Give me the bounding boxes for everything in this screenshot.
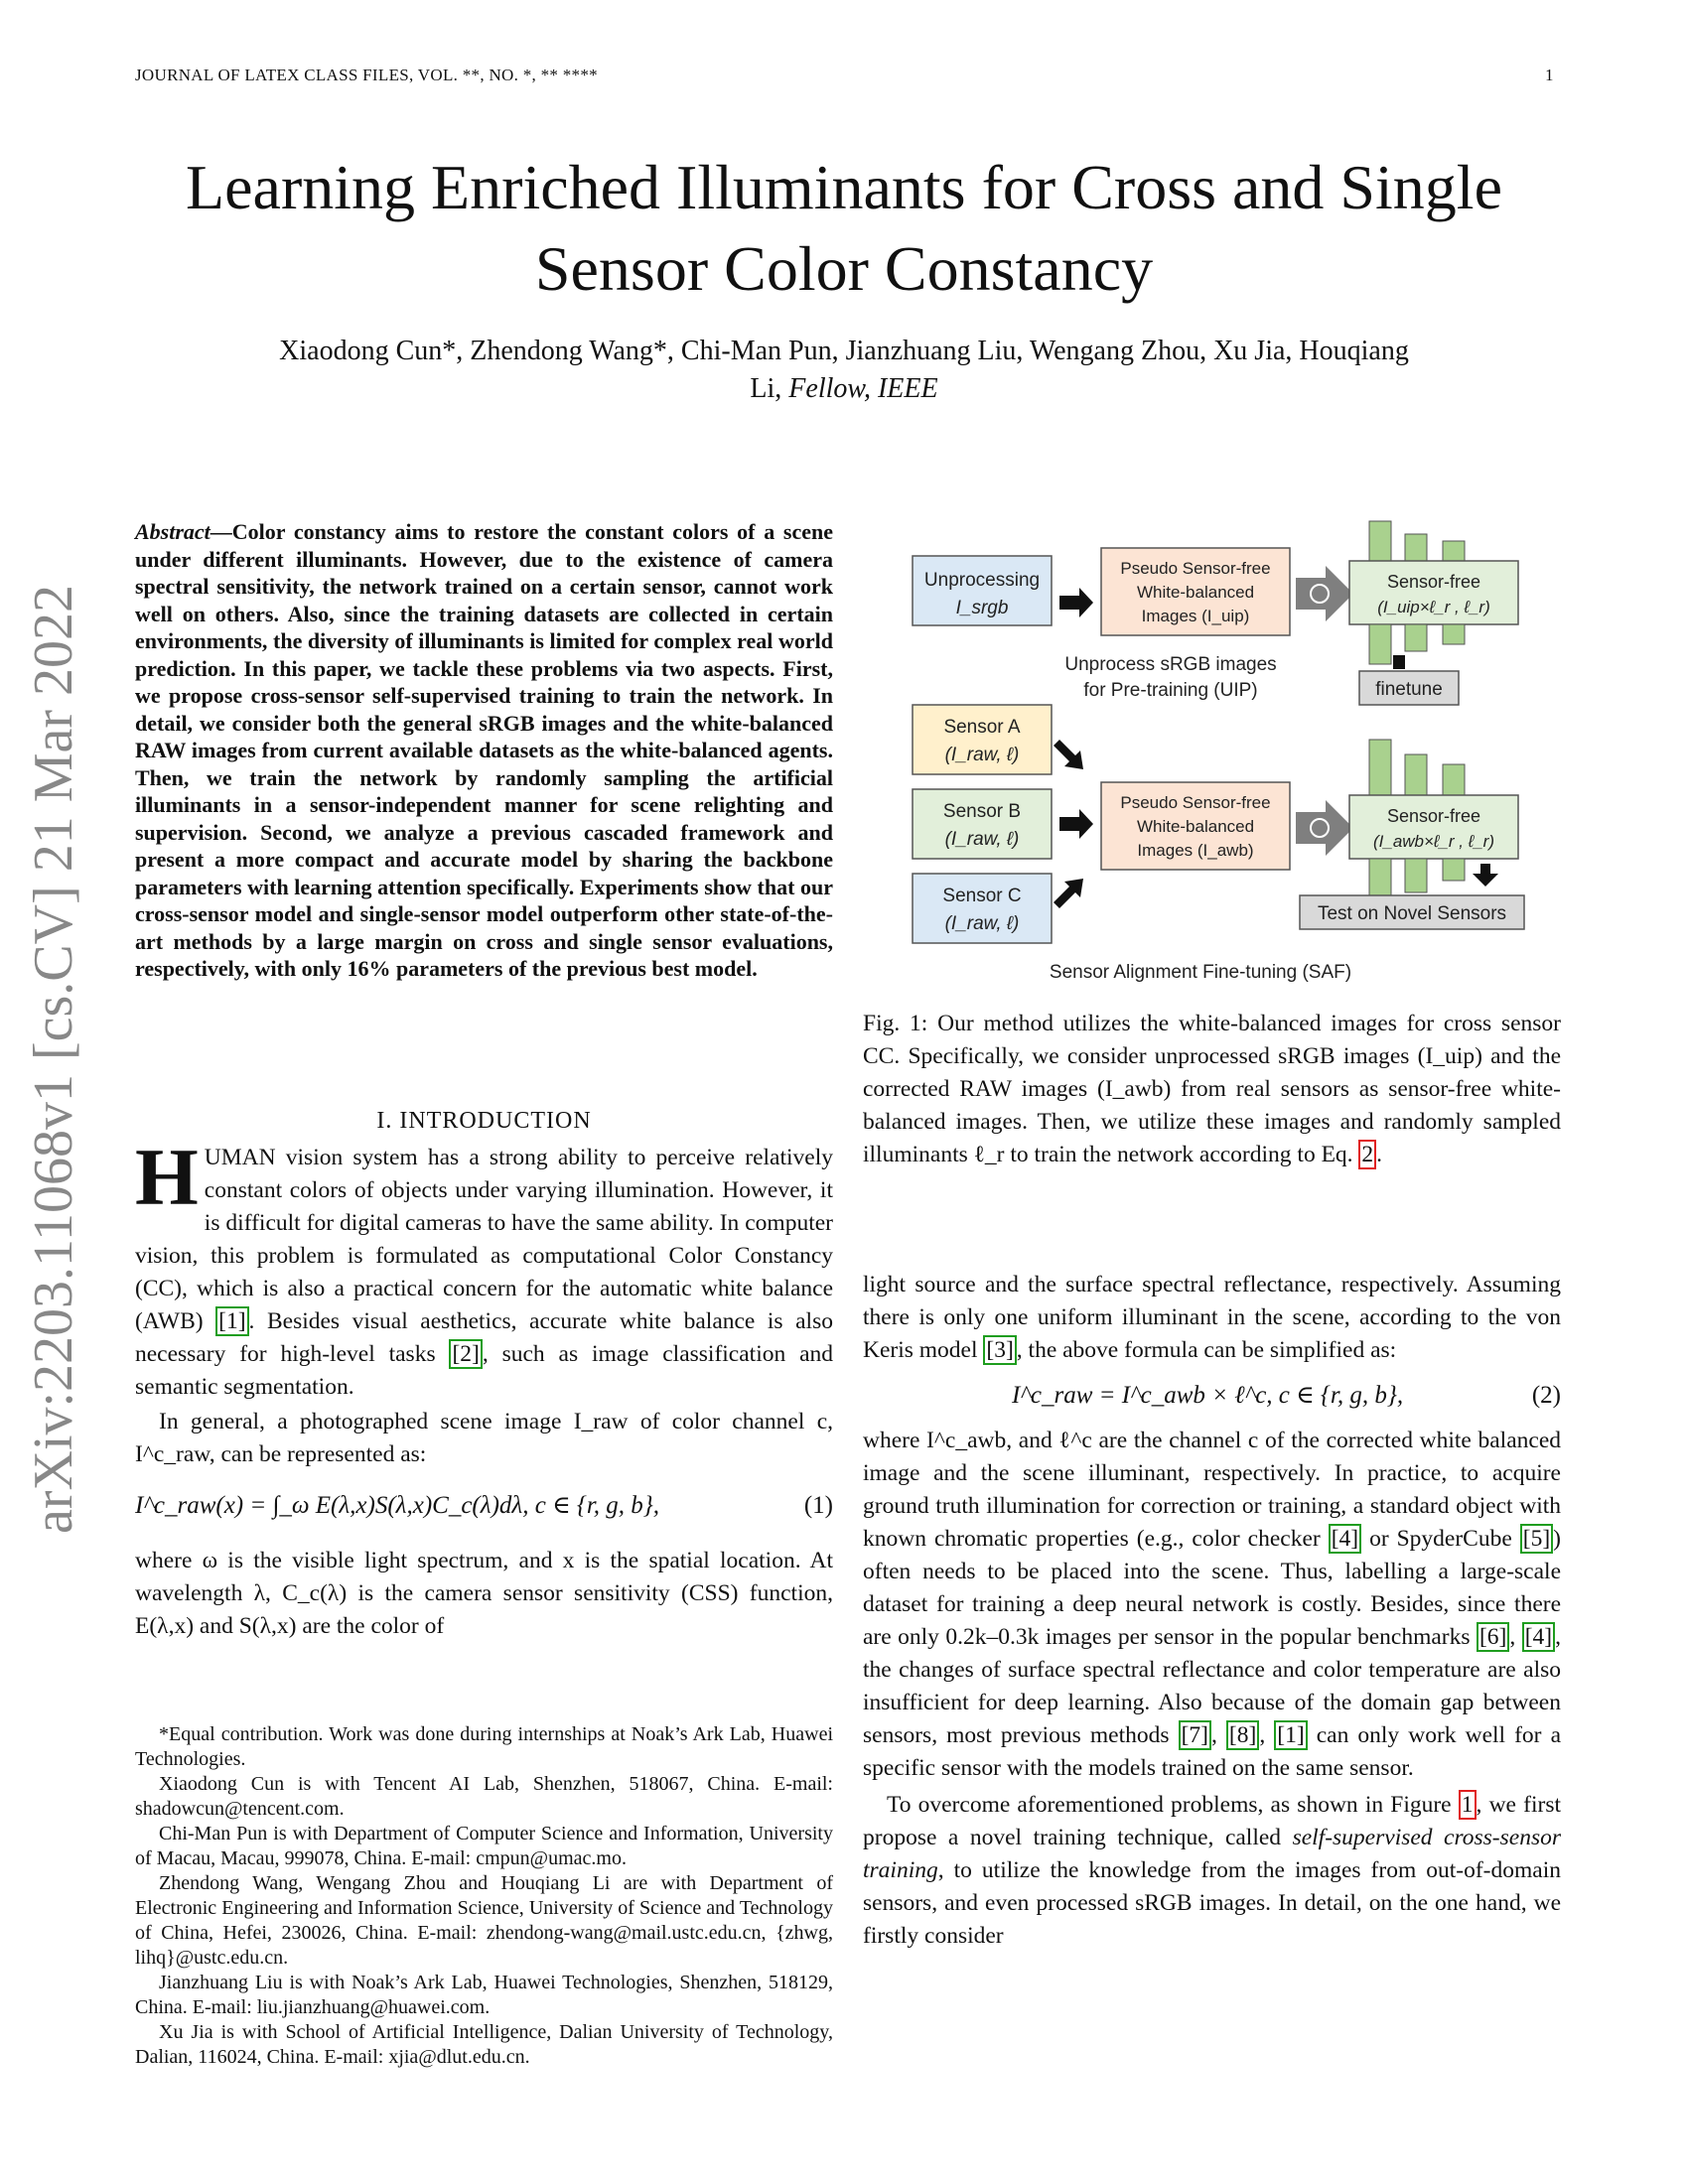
citation-link[interactable]: [8] [1226, 1720, 1259, 1750]
test-novel-sensors-label: Test on Novel Sensors [1317, 903, 1507, 924]
emphasis-text: self-supervised cross-sensor training [863, 1825, 1561, 1883]
footnote: Xu Jia is with School of Artificial Intelligence, Dalian University of Technology, Dalian, 116024, China. E-mail: xjia@dlut.edu.cn. [135, 2021, 833, 2068]
pseudo-bottom-line-3: Images (I_awb) [1137, 841, 1254, 860]
citation-link[interactable]: [6] [1477, 1622, 1509, 1652]
body-text: , [1210, 1722, 1226, 1748]
arxiv-stamp[interactable]: arXiv:2203.11068v1 [cs.CV] 21 Mar 2022 [23, 584, 84, 1534]
intro-text: . Besides visual aesthetics, accurate white balance is also necessary for high-level tasks [135, 1308, 833, 1367]
sensor-b-label: Sensor B [942, 801, 1022, 822]
intro-text: UMAN vision system has a strong ability to perceive relatively constant colors of objects under varying illumination. However, it is difficult for digital cameras to have the same ability. In computer vision, this problem is formulated as computational Color Constancy (CC), which is also a practical concern for the automatic white balance (AWB) [135, 1145, 833, 1334]
figure-1-caption [863, 1008, 1561, 1171]
pseudo-bottom-line-1: Pseudo Sensor-free [1120, 793, 1271, 812]
arrow-diagonal-icon [1054, 740, 1083, 769]
equation-1-body: I^c_raw(x) = ∫_ω E(λ,x)S(λ,x)C_c(λ)dλ, c ∈ {r, g, b}, [135, 1492, 660, 1519]
footnotes [135, 1722, 833, 2070]
refresh-arrow-icon [1296, 800, 1353, 856]
abstract-label: Abstract [135, 519, 211, 544]
author-line-2 [139, 370, 1549, 408]
feature-bar [1369, 521, 1391, 561]
feature-bar [1443, 541, 1465, 561]
citation-link[interactable]: [3] [983, 1335, 1016, 1365]
feature-bar [1369, 624, 1391, 664]
body-text: where I^c_awb, and ℓ^c are the channel c of the corrected white balanced image and the scene illuminant, respectively. In practice, to acquire ground truth illumination for correction or training, a standard object with known chromatic properties (e.g., color checker [863, 1428, 1561, 1552]
sensor-a-variable: (I_raw, ℓ) [944, 745, 1020, 765]
body-text: or SpyderCube [1361, 1526, 1520, 1552]
pseudo-top-line-3: Images (I_uip) [1141, 607, 1250, 625]
body-text: ) often needs to be placed into the scene. Thus, labelling a large-scale dataset for training a deep neural network is costly. Besides, since there are only 0.2k–0.3k images per sensor in the popular benchmarks [863, 1526, 1561, 1650]
sensor-free-bottom-line-1: Sensor-free [1386, 806, 1481, 826]
caption-text: Fig. 1: Our method utilizes the white-balanced images for cross sensor CC. Specifically, we consider unprocessed sRGB images (I_uip) and the corrected RAW images (I_awb) from real sensors as sensor-free white-balanced images. Then, we utilize these images and randomly sampled illuminants ℓ_r to train the network according to Eq. [863, 1011, 1561, 1167]
refresh-arrow-icon [1296, 566, 1353, 621]
finetune-label: finetune [1375, 679, 1443, 700]
equation-2-body: I^c_raw = I^c_awb × ℓ^c, c ∈ {r, g, b}, [1012, 1382, 1404, 1409]
feature-bar [1405, 534, 1427, 561]
sensor-free-top-line-1: Sensor-free [1386, 572, 1481, 592]
intro-paragraph-2: In general, a photographed scene image I_raw of color channel c, I^c_raw, can be represented as: [135, 1409, 833, 1467]
equation-1-number: (1) [803, 1492, 833, 1519]
right-column-body [863, 1269, 1561, 1953]
sensor-c-label: Sensor C [942, 886, 1022, 906]
equation-1 [135, 1471, 833, 1545]
page-number: 1 [1545, 66, 1554, 84]
feature-bar [1443, 624, 1465, 644]
arrow-down-icon [1473, 864, 1498, 887]
citation-link[interactable]: [7] [1179, 1720, 1211, 1750]
drop-cap: H [135, 1132, 199, 1222]
equation-2 [863, 1367, 1561, 1425]
footnote: Jianzhuang Liu is with Noak’s Ark Lab, Huawei Technologies, Shenzhen, 518129, China. E-mail: liu.jianzhuang@huawei.com. [135, 1972, 833, 2018]
sensor-free-top-line-2: (I_uip×ℓ_r , ℓ_r) [1377, 598, 1490, 616]
arrow-diagonal-icon [1054, 879, 1083, 908]
pseudo-top-line-1: Pseudo Sensor-free [1120, 559, 1271, 578]
right-paragraph-2 [863, 1425, 1561, 1785]
body-text: , [1509, 1624, 1522, 1650]
sensor-c-variable: (I_raw, ℓ) [944, 913, 1020, 934]
footnote: Chi-Man Pun is with Department of Computer Science and Information, University of Macau, Macau, 999078, China. E-mail: cmpun@umac.mo. [135, 1823, 833, 1869]
connector [1393, 655, 1405, 669]
footnote: Xiaodong Cun is with Tencent AI Lab, Shenzhen, 518067, China. E-mail: shadowcun@tencent.com. [135, 1773, 833, 1820]
saf-label: Sensor Alignment Fine-tuning (SAF) [1049, 962, 1352, 983]
figure-ref-link[interactable]: 1 [1459, 1790, 1477, 1820]
body-text: , [1259, 1722, 1275, 1748]
section-heading: I. INTRODUCTION [376, 1108, 592, 1134]
right-paragraph-1 [863, 1269, 1561, 1367]
uip-label-line-2: for Pre-training (UIP) [1083, 680, 1258, 701]
equation-2-number: (2) [1531, 1382, 1561, 1409]
citation-link[interactable]: [4] [1522, 1622, 1555, 1652]
unprocessing-variable: I_srgb [955, 598, 1009, 618]
sensor-b-variable: (I_raw, ℓ) [944, 829, 1020, 850]
body-text: light source and the surface spectral reflectance, respectively. Assuming there is only one uniform illuminant in the scene, according to the von Keris model [863, 1272, 1561, 1363]
citation-link[interactable]: [1] [215, 1306, 248, 1336]
right-paragraph-3 [863, 1789, 1561, 1953]
sensor-free-bottom-line-2: (I_awb×ℓ_r , ℓ_r) [1372, 832, 1495, 851]
sensor-a-label: Sensor A [943, 717, 1021, 738]
feature-bar [1405, 859, 1427, 892]
equation-ref-link[interactable]: 2 [1358, 1140, 1376, 1169]
paper-title: Learning Enriched Illuminants for Cross and Single Sensor Color Constancy [186, 152, 1502, 304]
body-text: , we first propose a novel training technique, called [863, 1792, 1561, 1850]
feature-bar [1405, 624, 1427, 651]
arrow-right-icon [1059, 809, 1093, 839]
feature-bar [1369, 740, 1391, 795]
abstract [135, 518, 833, 983]
caption-text: . [1376, 1142, 1383, 1167]
footnote: *Equal contribution. Work was done during internships at Noak’s Ark Lab, Huawei Technologies. [135, 1723, 833, 1770]
citation-link[interactable]: [2] [449, 1339, 482, 1369]
uip-label-line-1: Unprocess sRGB images [1064, 654, 1277, 675]
author-last-name: Li, [750, 373, 789, 404]
feature-bar [1443, 859, 1465, 881]
body-text: , the above formula can be simplified as: [1016, 1337, 1397, 1363]
arrow-right-icon [1059, 588, 1093, 617]
pseudo-top-line-2: White-balanced [1136, 583, 1255, 602]
citation-link[interactable]: [5] [1520, 1524, 1553, 1554]
intro-left-column [135, 1132, 834, 1643]
body-text: , the changes of surface spectral reflectance and color temperature are also insufficient for deep learning. Also because of the domain gap between sensors, most previous methods [863, 1624, 1562, 1748]
citation-link[interactable]: [1] [1274, 1720, 1307, 1750]
citation-link[interactable]: [4] [1329, 1524, 1361, 1554]
author-line-1: Xiaodong Cun*, Zhendong Wang*, Chi-Man Pun, Jianzhuang Liu, Wengang Zhou, Xu Jia, Houqiang [279, 336, 1409, 366]
intro-paragraph-3: where ω is the visible light spectrum, and x is the spatial location. At wavelength λ, C_c(λ) is the camera sensor sensitivity (CSS) function, E(λ,x) and S(λ,x) are the color of [135, 1548, 833, 1639]
abstract-text: —Color constancy aims to restore the constant colors of a scene under different illuminants. However, due to the existence of camera spectral sensitivity, the network trained on a certain sensor, cannot work well on others. Also, since the training datasets are collected in certain environments, the diversity of illuminants is limited for complex real world prediction. In this paper, we tackle these problems via two aspects. First, we propose cross-sensor self-supervised training to train the network. In detail, we consider both the general sRGB images and the white-balanced RAW images from current available datasets as the white-balanced agents. Then, we train the network by randomly sampling the artificial illuminants in a sensor-independent manner for scene relighting and supervision. Second, we analyze a previous cascaded framework and present a more compact and accurate model by sharing the backbone parameters with learning attention specifically. Experiments show that our cross-sensor model and single-sensor model outperform other state-of-the-art methods by a large margin on cross and single sensor evaluations, respectively, with only 16% parameters of the previous best model. [135, 519, 833, 981]
author-title: Fellow, IEEE [788, 373, 938, 404]
footnote: Zhendong Wang, Wengang Zhou and Houqiang Li are with Department of Electronic Engineering and Information Science, University of Science and Technology of China, Hefei, 230026, China. E-mail: zhendong-wang@mail.ustc.edu.cn, {zhwg, lihq}@ustc.edu.cn. [135, 1872, 833, 1969]
body-text: can only work well for a specific sensor with the models trained on the same sensor. [863, 1722, 1562, 1781]
intro-text: , such as image classification and semantic segmentation. [135, 1341, 834, 1400]
body-text: To overcome aforementioned problems, as shown in Figure [887, 1792, 1459, 1818]
feature-bar [1405, 754, 1427, 795]
figure-1-diagram [863, 516, 1561, 993]
feature-bar [1443, 764, 1465, 795]
body-text: , to utilize the knowledge from the images from out-of-domain sensors, and even processed sRGB images. In detail, on the one hand, we firstly consider [863, 1857, 1561, 1949]
unprocessing-label: Unprocessing [923, 570, 1041, 591]
author-list [139, 333, 1549, 408]
pseudo-bottom-line-2: White-balanced [1136, 817, 1255, 836]
intro-paragraph-1 [135, 1132, 834, 1404]
running-header: JOURNAL OF LATEX CLASS FILES, VOL. **, NO. *, ** **** [135, 66, 598, 84]
